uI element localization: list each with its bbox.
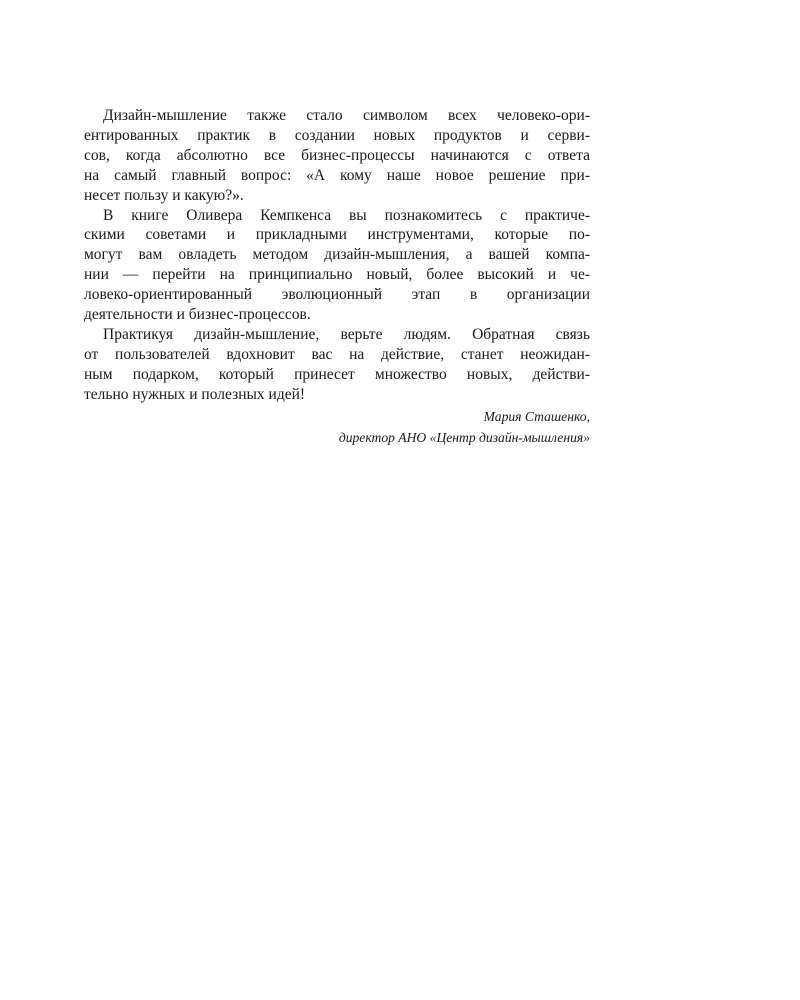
text-line: Дизайн-мышление также стало символом всех человеко-ори- (103, 107, 590, 124)
text-line: от пользователей вдохновит вас на действие, станет неожидан- (84, 345, 590, 363)
text-line: скими советами и прикладными инструментами, которые по- (84, 226, 590, 244)
text-line: несет пользу и какую?». (84, 186, 244, 204)
text-line: ловеко-ориентированный эволюционный этап в организации (84, 286, 590, 304)
text-line: Практикуя дизайн-мышление, верьте людям. Обратная связь (103, 325, 590, 343)
signature-name: Мария Сташенко, (483, 408, 590, 424)
text-line: деятельности и бизнес-процессов. (84, 306, 311, 324)
text-line: ентированных практик в создании новых продуктов и серви- (84, 126, 590, 144)
text-line: на самый главный вопрос: «А кому наше новое решение при- (84, 166, 590, 184)
paragraph-2 (84, 206, 590, 325)
text-line: нии — перейти на принципиально новый, более высокий и че- (84, 266, 590, 284)
text-line: В книге Оливера Кемпкенса вы познакомитесь с практиче- (103, 206, 590, 224)
paragraph-3 (84, 325, 590, 405)
text-line: тельно нужных и полезных идей! (84, 385, 306, 403)
text-line: ным подарком, который принесет множество новых, действи- (84, 365, 590, 383)
page-text (84, 106, 590, 448)
signature-title: директор АНО «Центр дизайн-мышления» (338, 429, 590, 445)
signature (84, 406, 590, 448)
text-line: могут вам овладеть методом дизайн-мышления, а вашей компа- (84, 246, 590, 264)
text-line: сов, когда абсолютно все бизнес-процессы начинаются с ответа (84, 146, 590, 164)
paragraph-1 (84, 106, 590, 206)
